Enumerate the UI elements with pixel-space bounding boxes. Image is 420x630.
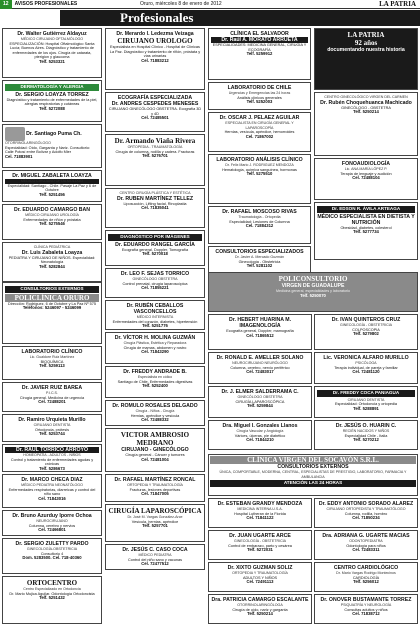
- ad-block: Dr. Santiago Puma Ch. OTORRINOLARINGÓLOGO Especialidad: Oído, Garganta y Nariz. Consultorio: Calle Potosí entre Bolívar y Adolfo Mier Cel. 71883901: [2, 124, 102, 168]
- top-bar: [0, 0, 420, 9]
- ad-block: DERMATOLOGÍA Y ALERGIA Dr. SERGIO LOAYZA TORREZ Diagnóstico y tratamiento de enfermedades de la piel, alergias respiratorias y cutáneas Telf. 5272088: [2, 80, 102, 122]
- ad-block: Dr. Ramiro Urquieta Murillo CIRUJANO DENTISTA Ortodoncia, prótesis Telf. 5253744: [2, 414, 102, 442]
- ad-block: CONSULTORIOS EXTERNOS POLICLÍNICA ORURO Dirección: Rodríguez, 6 de Octubre y La Paz Nº 575 Teléfonos: 5246097 - 5246099: [2, 282, 102, 344]
- ad-block: Dr. JESÚS C. CASO COCA MÉDICO PEDIATRA Control del niño sano y vacunas Cel. 72477512: [105, 544, 205, 570]
- ad-block: CLÍNICA PEDIÁTRICA Dr. Luis Zabaleta Loayza PEDIATRA Y CIRUJANO DE NIÑOS. Especialidad: Neonatología Telf. 5282844: [2, 242, 102, 282]
- section-banner: Profesionales: [60, 10, 420, 26]
- issue-date: Oruro, miércoles 8 de enero de 2012: [140, 1, 222, 7]
- ad-block: LABORATORIO DE CHILE Urgencias y Emergencias las 24 horas Análisis clínicos generales Telf. 5252003: [208, 82, 311, 110]
- ad-block: Dr. JESÚS O. HUARIN C. RECIÉN NACIDOS Y NIÑOS Especialidad Chile - Italia Telf. 5270212: [314, 420, 418, 450]
- ad-block: Dr. SERGIO ZULETTY PARDO GINECOLOGÍA-OBSTETRICIA Consultorio 4 Dom. 5283500. Cel. 718-40360: [2, 538, 102, 574]
- column-1-lower: [2, 282, 102, 624]
- ad-block: Dr. Bruno Azurduy Iporre Ochoa NEUROCIRUJANO Columna, cerebro y nervios Cel. 72466801: [2, 510, 102, 536]
- ad-block: Dr. ROMULO ROSALES DELGADO Cirugía - Niños - Cirugía Hernias, apéndice y vesícula Cel. 72488332: [105, 400, 205, 426]
- ad-block: Dr. RONALD E. AMELLER SOLANO NEUROCIRUJANO NEURÓLOGO Columna, cerebro, nervio periférico Cel. 72483017: [208, 352, 312, 384]
- ad-block: Dr. FREDDY ANDRADE B. Especialista en cólico Santiago de Chile. Enfermedades digestivas Telf. 5252400: [105, 366, 205, 398]
- ad-block: LABORATORIO ANÁLISIS CLÍNICO Dr. Felix Mario J. RODRIGUEZ MENDOZA Hematología, química sanguínea, hormonas Telf. 5275510: [208, 154, 311, 204]
- ad-block: Dr. LEO F. SEJAS TORRICO GINECÓLOGO OBSTETRA Control prenatal, cirugía laparoscópica Cel. 71855221: [105, 268, 205, 298]
- ad-block: Lic. VERONICA ALFARO MURILLO PSICÓLOGA Terapia individual, de pareja y familiar Cel. 72481120: [314, 352, 418, 384]
- ad-block: Dra. ADRIANA G. UGARTE MACIAS ODONTOPEDIATRA Odontología para niños Cel. 72483311: [314, 530, 418, 560]
- la-patria-anniversary: LA PATRIA 92 años documentando nuestra historia: [314, 28, 418, 90]
- ad-block: Dr. OSCAR J. PELAEZ AGUILAR ESPECIALISTA EN CIRUGÍA GENERAL Y LAPAROSCOPÍA Hernias, vesícula, apéndice, hemorroides Cel. 71867002: [208, 112, 311, 152]
- newspaper-brand: LA PATRIA: [379, 0, 416, 8]
- ad-block: Dr. ONOVER BUSTAMANTE TORREZ PSIQUIATRÍA Y NEUROLOGÍA Consultas adultos y niños Cel. 71838712: [314, 594, 418, 624]
- ad-block: LABORATORIO CLÍNICO Lic. Gualdore Ruiz Martínez BIOQUÍMICA Telf. 5259113: [2, 346, 102, 380]
- ad-block: CIRUGÍA LAPAROSCÓPICA Dr. José M. Vargas González-Arce Vesícula, hernias, apéndice Telf. 5257701: [105, 504, 205, 542]
- section-name: AVISOS PROFESIONALES: [14, 1, 78, 7]
- ad-block: CONSULTORIOS ESPECIALIZADOS Dr. Javier A. Mercado Guzmán Ginecología - Obstetricia Telf. 5281102: [208, 246, 311, 278]
- ad-block: CENTRO CARDIOLÓGICO Dr. Mario Vargas Rodrigo Montecinos CARDIOLOGÍA Telf. 5256012: [314, 562, 418, 592]
- ad-block: Dr. Armando Viaña Rivera ORTOPEDIA - TRAUMATOLOGÍA Cirugía de columna, rodilla y cadera. Fracturas Telf. 5276701: [105, 134, 205, 186]
- column-2: [105, 28, 205, 570]
- column-4: [314, 28, 418, 260]
- ad-block: Dr. IVAN QUINTEROS CRUZ GINECOLOGÍA - OBSTETRICIA COLPOSCOPIA Telf. 5279802: [314, 314, 418, 350]
- ad-block: Dr. RAFAEL MARTÍNEZ RONCAL ORTOPEDIA Y TRAUMATOLOGÍA Fracturas, lesiones deportivas Cel. 71847005: [105, 474, 205, 502]
- ad-block: CLÍNICA EL SALVADOR Dr. Raúl A. MORATO ARRUETA ESPECIALIDADES: MEDICINA GENERAL, CIRUGÍA Y ECOGRAFÍA Telf. 5259912: [208, 28, 311, 80]
- page-number: 12: [0, 0, 12, 9]
- ad-block: Dr. VÍCTOR H. MOLINA GUZMÁN Cirugía Plástica, Estética y Reparadora Cirugía de mamas, abdomen y rostro Cel. 71843290: [105, 332, 205, 364]
- ad-block: Dr. JUAN UGARTE ARCE GINECOLOGÍA - OBSTETRICIA Control de embarazo, parto y cesárea Telf. 5272031: [208, 530, 312, 560]
- ad-block: Dr. XIXTO GUZMAN SOLIZ ORTOPEDIA Y TRAUMATOLOGÍA ADULTOS Y NIÑOS Cel. 72491113: [208, 562, 312, 592]
- ad-block: CENTRO GINECOLÓGICO VIRGEN DEL CARMEN Dr. Rubén Choquehuanca Machicado GINECÓLOGO - OBSTETRA Telf. 5250214: [314, 92, 418, 156]
- clinic-logo: [5, 127, 25, 141]
- ad-block: Dr. JAVIER RUIZ BAREA P.I.C.S. Cirugía general. Medicina de urgencia Cel. 72488201: [2, 382, 102, 412]
- ad-block: Dr. Merardo I. Ledezma Veizaga CIRUJANO UROLOGO Especialista en Hospital Clínico - Hospital de Clínicas La Paz. Diagnóstico y tratamiento de riñón, próstata y vías urinarias Cel. 71883212: [105, 28, 205, 90]
- ad-block: Dr. Walter Gutiérrez Aldayuz MÉDICO CIRUJANO OFTALMÓLOGO ESPECIALIZACIÓN: Hospital Oftalmológico Santa Lucía; Buenos Aires. Diagnóstico y tratamiento de enfermedades de los ojos. Cirugía de catarata, pterigion y glaucoma Telf. 5253321: [2, 28, 102, 78]
- ad-block: Dr. RAUL TORRICO ARROYO HOMEOPATÍA - ADULTOS - NIÑOS Control y tratamiento de enfermedades agudas y crónicas Telf. 5286673: [2, 444, 102, 472]
- ad-block: Dr. EDSON R. ÁVILA ARTEAGA MÉDICO ESPECIALISTA EN DIETISTA Y NUTRICIÓN Obesidad, diabetes, colesterol Telf. 5277734: [314, 202, 418, 260]
- ad-block: Dra. Miguel I. Gonzales Llanos Cirugía Vascular y Angiología Várices, úlceras, pie diabético Cel. 71844210: [208, 420, 312, 450]
- ad-block: ORTOCENTRO Centro Especializado en Ortodoncia Dr. Mario Mujica Aguilar. Odontología Ortodoncista Telf. 5251432: [2, 576, 102, 624]
- mid-right-grid: [208, 314, 418, 450]
- ad-block: VICTOR AMBROSIO MEDRANO CIRUJANO - GINECÓLOGO Cirugía general - Cáncer y tumores Cel. 72481004: [105, 428, 205, 472]
- ad-block: DIAGNÓSTICO POR IMÁGENES Dr. EDUARDO RANGEL GARCÍA Ecografía general, Doppler, Tomografía Telf. 5270018: [105, 230, 205, 266]
- bottom-grid: [208, 498, 418, 624]
- policonsultorio-ad: POLICONSULTORIO VIRGEN DE GUADALUPE Medicina general, especialidades y laboratorio Telf. 5250070: [208, 272, 418, 312]
- ad-block: ECOGRAFÍA ESPECIALIZADA Dr. ANDRES CESPEDES MENESES CIRUJANO GINECÓLOGO OBSTETRA. Ecografía 3D y 4D Cel. 72485501: [105, 92, 205, 132]
- ad-block: CENTRO CIRUGÍA PLÁSTICA Y ESTÉTICA Dr. RUBEN MARTÍNEZ TELLEZ Liposucción, Lifting facial, Rinoplastia Cel. 71835041: [105, 188, 205, 228]
- ad-block: Dr. EDDY ANTONIO SORADO ALAREZ CIRUJANO ORTOPEDISTA Y TRAUMATÓLOGO Columna, rodilla, hombro Cel. 71850234: [314, 498, 418, 528]
- ad-block: Dr. HEBERT HUARINA M. IMAGENOLOGÍA Ecografía general, Doppler, mamografía Cel. 71865512: [208, 314, 312, 350]
- ad-block: Dr. RUBÉN CEBALLOS VASCONCELLOS MÉDICO INTERNISTA Enfermedades del corazón, diabetes, hipertensión Telf. 5251776: [105, 300, 205, 330]
- column-3: [208, 28, 311, 278]
- ad-block: Dr. RAFAEL MOSCOSO RIVAS Traumatología - Ortopedia Especialidad: Lesiones de Columna Cel. 71884312: [208, 206, 311, 244]
- ad-block: FONOAUDIOLOGÍA Lic. ANA MARÍA LÓPEZ P. Terapia de lenguaje y audición Cel. 72488104: [314, 158, 418, 200]
- ad-block: Dr. MIGUEL ZABALETA LOAYZA MÉDICO CIRUJANO OFTALMÓLOGO Especialidad: Santiago - Chile. Pasaje La Paz y 6 de Octubre Telf. 5251456: [2, 170, 102, 202]
- ad-block: Dr. ESTEBAN GRANDY MENDOZA MEDICINA INTERNA U.S.A. Hospital Lutheran de la Florida Cel. 71841122: [208, 498, 312, 528]
- ad-block: Dr. MARCO CHECA DIAZ MÉDICO PEDIATRA NEONATÓLOGO Enfermedades respiratorias, diarreicas y control del niño sano Cel. 71843016: [2, 474, 102, 508]
- ad-block: Dr. J. ELMER SALDERRAMA C. GINECÓLOGO OBSTETRA CIRUGÍA LAPAROSCÓPICA Telf. 5259844: [208, 386, 312, 418]
- clinic-socavon-ad: CLÍNICA VIRGEN DEL SOCAVÓN S.R.L. CONSULTORIOS EXTERNOS ÚNICA, COMPORTABLE, MODERNA, CENTRAL, ESPECIALISTAS DE PRESTIGIO, LABORATORIO, FARMACIA Y AMBULANCIA ATENCIÓN LAS 24 HORAS: [208, 454, 418, 496]
- ad-block: Dr. EDUARDO CAMARGO BAN MÉDICO CIRUJANO UROLOGÍA Enfermedades de riñón y próstata Telf. 5275546: [2, 204, 102, 240]
- ad-block: Dr. FREDDY COCA PANIAGUA CIRUJANO DENTISTA Especialidad: Ortodoncia y ortopedia Telf. 5288891: [314, 386, 418, 418]
- ad-block: Dra. PATRICIA CAMARGO ESCALANTE OTORRINOLARINGÓLOGA Cirugía de oído, nariz y garganta Telf. 5250214: [208, 594, 312, 624]
